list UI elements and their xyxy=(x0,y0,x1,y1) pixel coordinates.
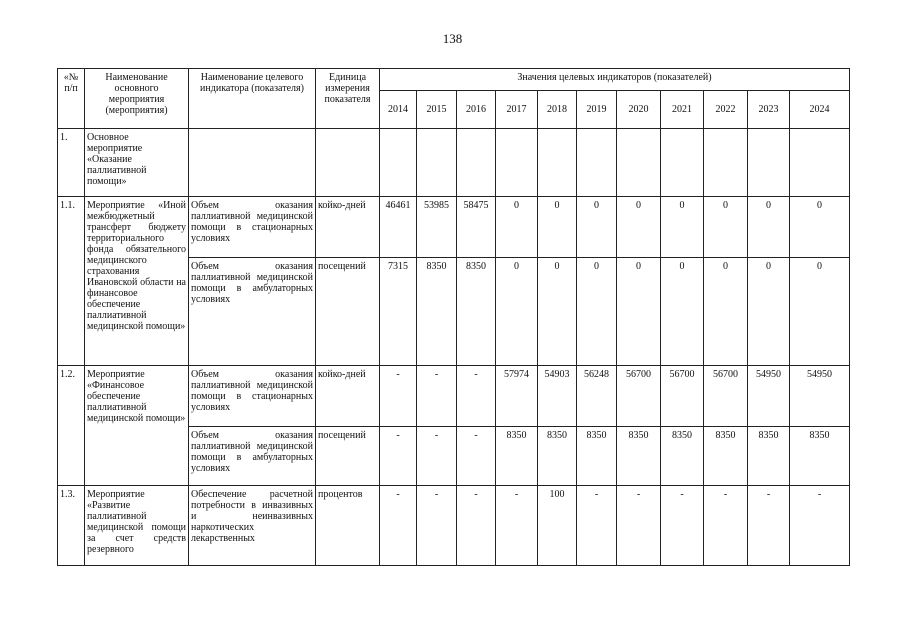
value-cell-2015: 8350 xyxy=(417,258,457,366)
value-cell-2017: 57974 xyxy=(496,366,538,427)
value-cell-2016: 58475 xyxy=(457,197,496,258)
value-cell-2018: 100 xyxy=(538,486,577,566)
value-cell-2023: 0 xyxy=(748,197,790,258)
header-year-2019: 2019 xyxy=(577,91,617,129)
header-year-2023: 2023 xyxy=(748,91,790,129)
header-indicator: Наименование целевого индикатора (показателя) xyxy=(189,69,316,129)
header-year-2015: 2015 xyxy=(417,91,457,129)
table-header xyxy=(58,69,850,129)
table-row xyxy=(58,129,850,197)
value-cell-2019: 56248 xyxy=(577,366,617,427)
table-row xyxy=(58,366,850,427)
value-cell-2020: 0 xyxy=(617,258,661,366)
value-cell-2018: 8350 xyxy=(538,427,577,486)
value-cell-2024: 8350 xyxy=(790,427,850,486)
header-year-2022: 2022 xyxy=(704,91,748,129)
value-cell-2020: 8350 xyxy=(617,427,661,486)
value-cell-2017: 0 xyxy=(496,258,538,366)
unit: процентов xyxy=(316,486,380,566)
value-cell-2022: 56700 xyxy=(704,366,748,427)
header-year-2017: 2017 xyxy=(496,91,538,129)
value-cell-2018: 0 xyxy=(538,197,577,258)
value-cell-2021: 56700 xyxy=(661,366,704,427)
table-body xyxy=(58,129,850,566)
value-cell-2021: - xyxy=(661,486,704,566)
measure-name: Мероприятие «Развитие паллиативной медицинской помощи за счет средств резервного xyxy=(85,486,189,566)
unit: посещений xyxy=(316,427,380,486)
unit: койко-дней xyxy=(316,197,380,258)
value-cell-2024: - xyxy=(790,486,850,566)
measure-name: Мероприятие «Финансовое обеспечение паллиативной медицинской помощи» xyxy=(85,366,189,486)
page-number: 138 xyxy=(442,31,463,46)
value-cell-2021: 0 xyxy=(661,258,704,366)
value-cell-2016 xyxy=(457,129,496,197)
row-number: 1.2. xyxy=(58,366,85,486)
value-cell-2019: 0 xyxy=(577,197,617,258)
value-cell-2021: 8350 xyxy=(661,427,704,486)
value-cell-2018: 0 xyxy=(538,258,577,366)
value-cell-2017: 8350 xyxy=(496,427,538,486)
value-cell-2014: - xyxy=(380,366,417,427)
value-cell-2016: - xyxy=(457,486,496,566)
header-year-2016: 2016 xyxy=(457,91,496,129)
value-cell-2024: 0 xyxy=(790,197,850,258)
header-num: «№ п/п xyxy=(58,69,85,129)
header-unit: Единица измерения показателя xyxy=(316,69,380,129)
indicator-name: Обеспечение расчетной потребности в инвазивных и неинвазивных наркотических лекарственных xyxy=(189,486,316,566)
value-cell-2020: - xyxy=(617,486,661,566)
header-measure: Наименование основного мероприятия (мероприятия) xyxy=(85,69,189,129)
value-cell-2019 xyxy=(577,129,617,197)
value-cell-2023: - xyxy=(748,486,790,566)
value-cell-2019: 0 xyxy=(577,258,617,366)
table-row xyxy=(58,197,850,258)
measure-name: Основное мероприятие «Оказание паллиативной помощи» xyxy=(85,129,189,197)
measure-name: Мероприятие «Иной межбюджетный трансферт бюджету территориального фонда обязательного медицинского страхования Ивановской области на финансовое обеспечение паллиативной медицинской помощи» xyxy=(85,197,189,366)
value-cell-2022 xyxy=(704,129,748,197)
row-number: 1. xyxy=(58,129,85,197)
value-cell-2023: 0 xyxy=(748,258,790,366)
value-cell-2023: 8350 xyxy=(748,427,790,486)
value-cell-2022: 0 xyxy=(704,197,748,258)
row-number: 1.1. xyxy=(58,197,85,366)
value-cell-2016: 8350 xyxy=(457,258,496,366)
value-cell-2024: 0 xyxy=(790,258,850,366)
value-cell-2024: 54950 xyxy=(790,366,850,427)
value-cell-2015: - xyxy=(417,427,457,486)
indicator-name: Объем оказания паллиативной медицинской помощи в амбулаторных условиях xyxy=(189,427,316,486)
value-cell-2024 xyxy=(790,129,850,197)
value-cell-2023: 54950 xyxy=(748,366,790,427)
indicators-table xyxy=(57,68,850,566)
value-cell-2020: 56700 xyxy=(617,366,661,427)
header-year-2024: 2024 xyxy=(790,91,850,129)
indicator-name: Объем оказания паллиативной медицинской помощи в амбулаторных условиях xyxy=(189,258,316,366)
value-cell-2017: - xyxy=(496,486,538,566)
value-cell-2015 xyxy=(417,129,457,197)
value-cell-2021: 0 xyxy=(661,197,704,258)
unit: посещений xyxy=(316,258,380,366)
value-cell-2020 xyxy=(617,129,661,197)
value-cell-2017 xyxy=(496,129,538,197)
table-row xyxy=(58,486,850,566)
value-cell-2014 xyxy=(380,129,417,197)
row-number: 1.3. xyxy=(58,486,85,566)
value-cell-2021 xyxy=(661,129,704,197)
value-cell-2015: - xyxy=(417,366,457,427)
value-cell-2014: - xyxy=(380,427,417,486)
value-cell-2016: - xyxy=(457,427,496,486)
value-cell-2015: 53985 xyxy=(417,197,457,258)
value-cell-2018 xyxy=(538,129,577,197)
unit xyxy=(316,129,380,197)
value-cell-2022: - xyxy=(704,486,748,566)
value-cell-2014: 7315 xyxy=(380,258,417,366)
value-cell-2020: 0 xyxy=(617,197,661,258)
value-cell-2015: - xyxy=(417,486,457,566)
header-year-2014: 2014 xyxy=(380,91,417,129)
header-year-2020: 2020 xyxy=(617,91,661,129)
value-cell-2016: - xyxy=(457,366,496,427)
value-cell-2018: 54903 xyxy=(538,366,577,427)
value-cell-2022: 0 xyxy=(704,258,748,366)
value-cell-2023 xyxy=(748,129,790,197)
indicator-name: Объем оказания паллиативной медицинской помощи в стационарных условиях xyxy=(189,197,316,258)
value-cell-2014: 46461 xyxy=(380,197,417,258)
value-cell-2019: - xyxy=(577,486,617,566)
value-cell-2019: 8350 xyxy=(577,427,617,486)
header-year-2018: 2018 xyxy=(538,91,577,129)
header-values: Значения целевых индикаторов (показателей) xyxy=(380,69,850,91)
unit: койко-дней xyxy=(316,366,380,427)
header-year-2021: 2021 xyxy=(661,91,704,129)
value-cell-2014: - xyxy=(380,486,417,566)
value-cell-2022: 8350 xyxy=(704,427,748,486)
value-cell-2017: 0 xyxy=(496,197,538,258)
indicator-name: Объем оказания паллиативной медицинской помощи в стационарных условиях xyxy=(189,366,316,427)
indicator-name xyxy=(189,129,316,197)
